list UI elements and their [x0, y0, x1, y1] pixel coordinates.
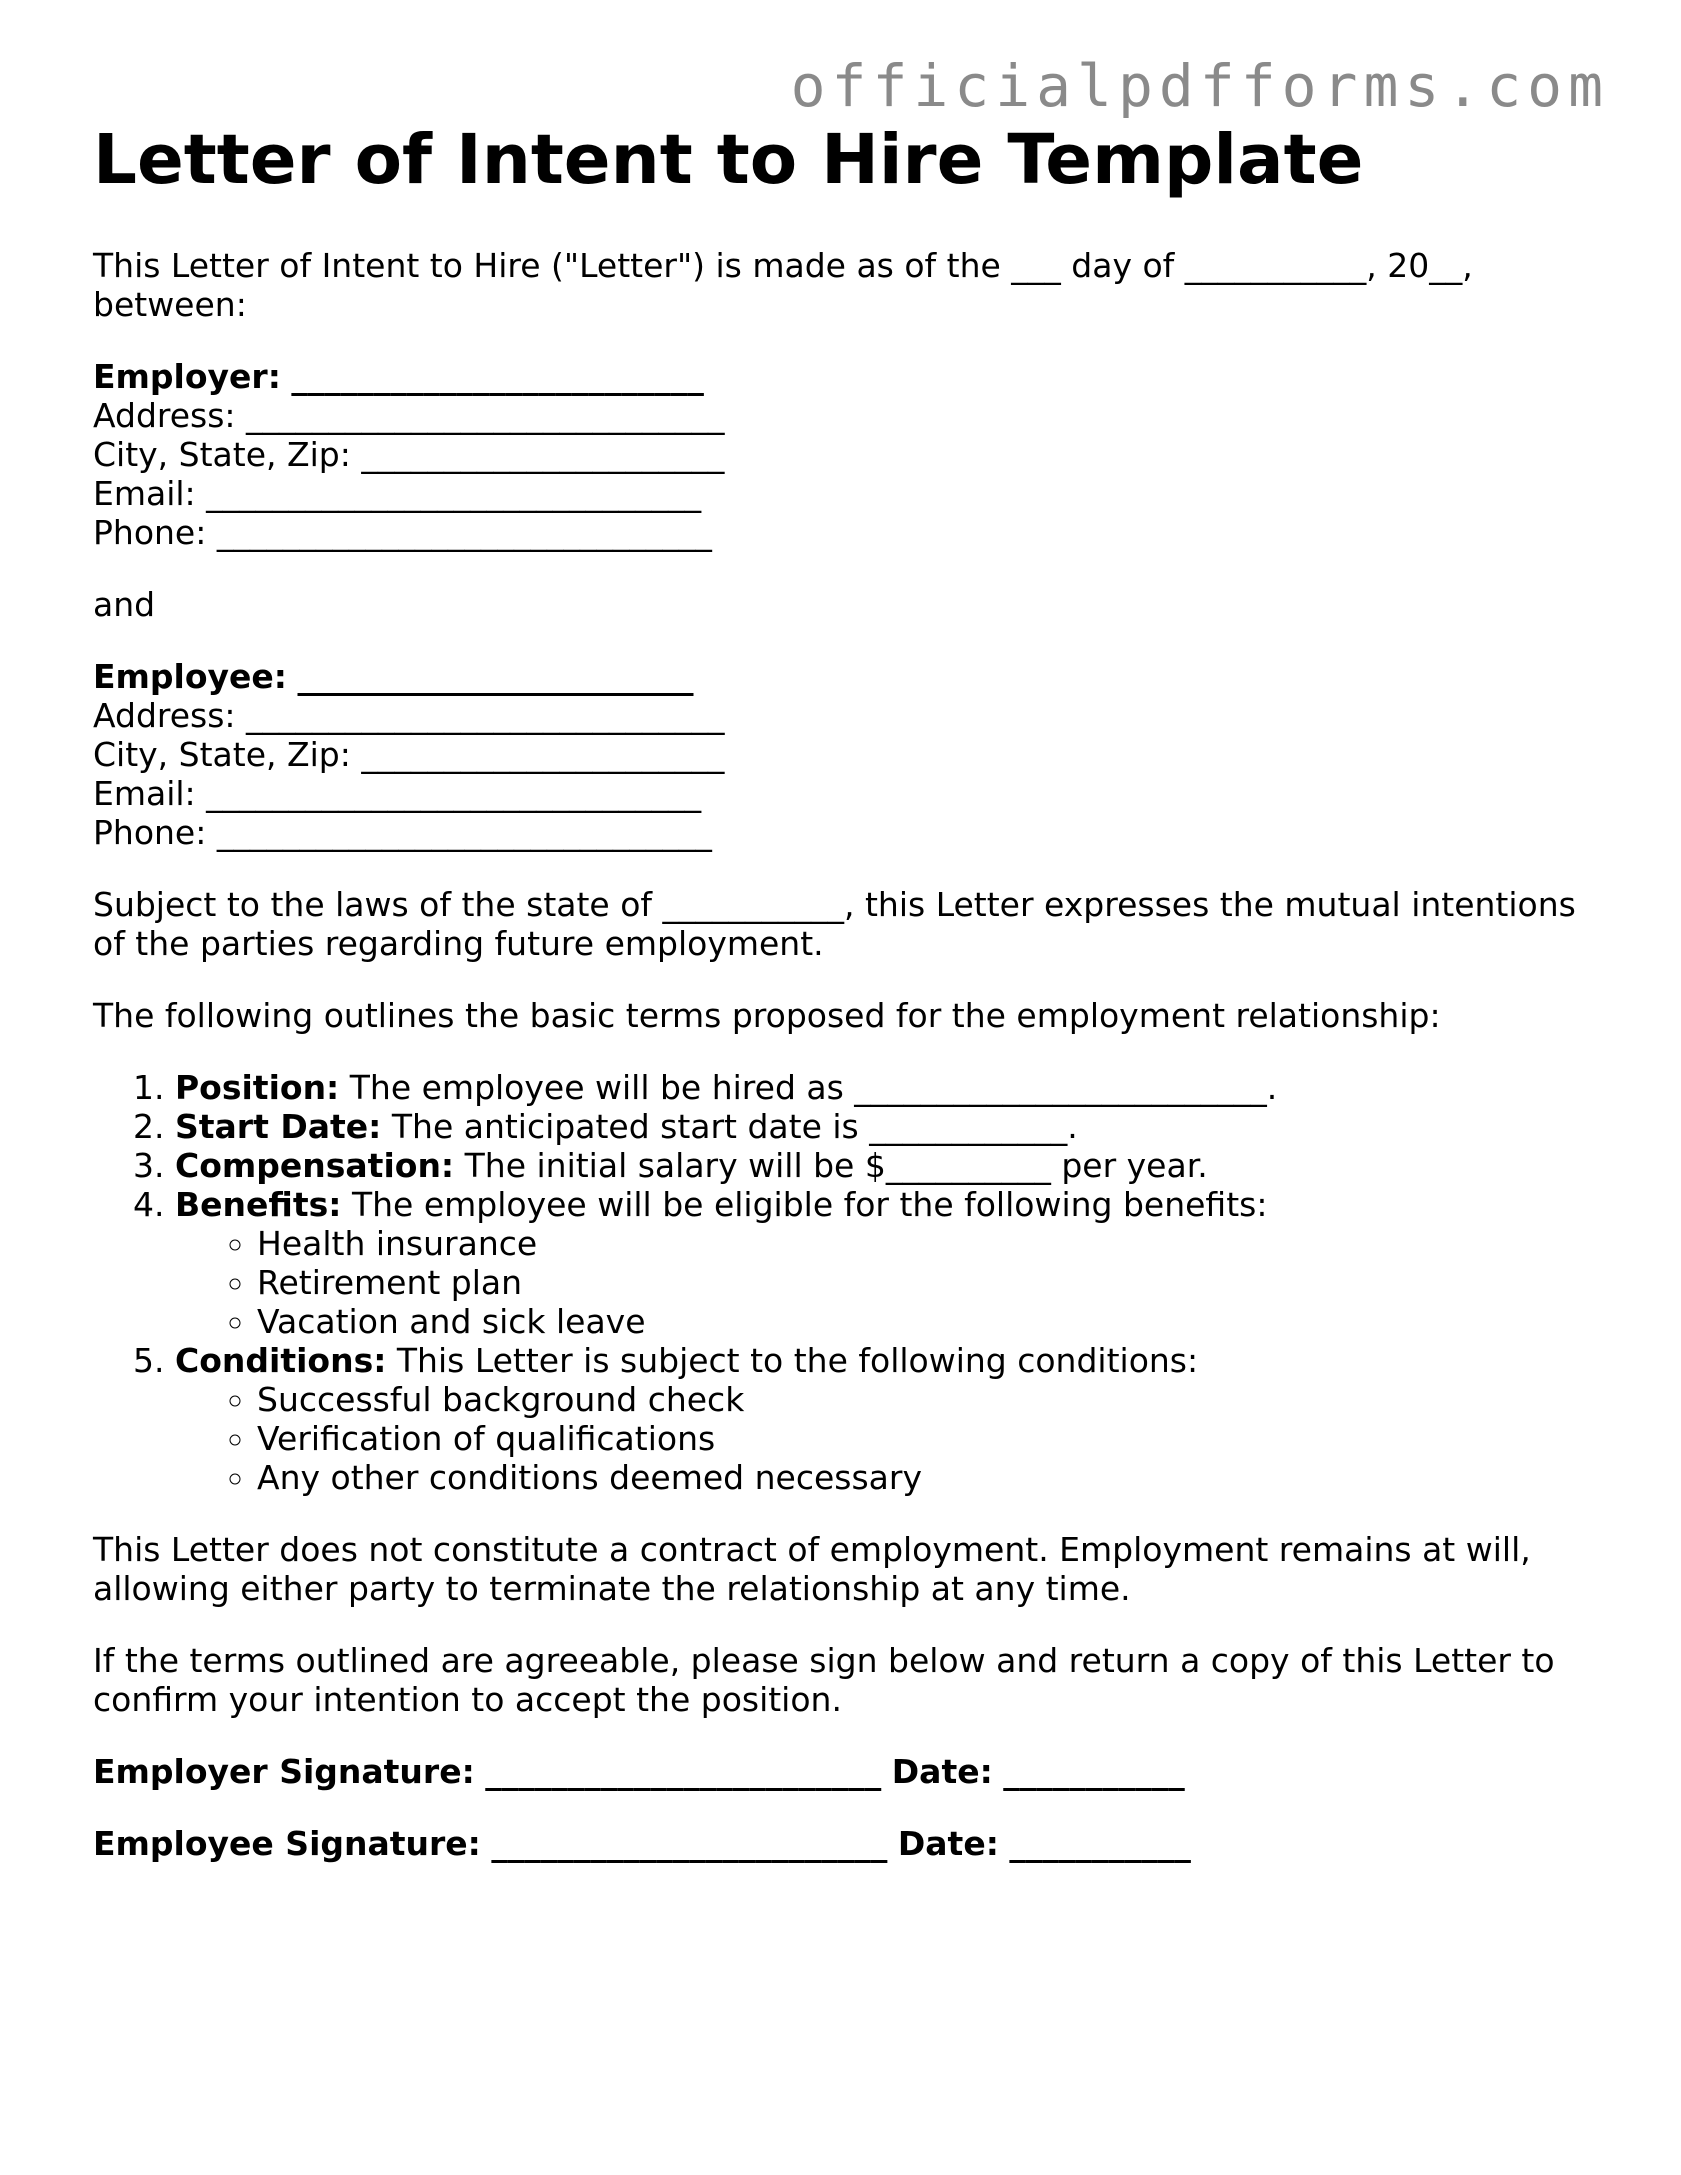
term-label: Position:	[175, 1068, 340, 1107]
employee-signature-line	[93, 1824, 1593, 1863]
employer-email-line: Email: ______________________________	[93, 474, 702, 513]
term-label: Start Date:	[175, 1107, 382, 1146]
disclaimer-paragraph: This Letter does not constitute a contract of employment. Employment remains at will, allowing either party to terminate the relationship at any time.	[93, 1530, 1531, 1608]
employer-phone-line: Phone: ______________________________	[93, 513, 712, 552]
and-text: and	[93, 585, 156, 624]
condition-item: ◦ Any other conditions deemed necessary	[257, 1458, 1593, 1497]
term-text: This Letter is subject to the following conditions:	[386, 1341, 1199, 1380]
employer-address-line: Address: _____________________________	[93, 396, 725, 435]
condition-item: ◦ Verification of qualifications	[257, 1419, 1593, 1458]
benefit-item: ◦ Vacation and sick leave	[257, 1302, 1593, 1341]
term-conditions	[175, 1341, 1593, 1497]
benefits-list	[175, 1224, 1593, 1341]
watermark-text: officialpdfforms.com	[790, 52, 1609, 120]
term-benefits	[175, 1185, 1593, 1341]
term-label: Conditions:	[175, 1341, 387, 1380]
term-text: The employee will be hired as _________________________.	[339, 1068, 1278, 1107]
employer-signature-label: Employer Signature:	[93, 1752, 475, 1791]
terms-list	[93, 1068, 1593, 1497]
return-paragraph: If the terms outlined are agreeable, please sign below and return a copy of this Letter to confirm your intention to accept the position.	[93, 1641, 1555, 1719]
condition-item: ◦ Successful background check	[257, 1380, 1593, 1419]
conditions-list	[175, 1380, 1593, 1497]
employee-date-label: Date:	[897, 1824, 999, 1863]
term-start-date	[175, 1107, 1593, 1146]
employer-block	[93, 357, 1593, 552]
employee-name-blank: ________________________	[297, 657, 694, 696]
employee-address-line: Address: _____________________________	[93, 696, 725, 735]
term-position	[175, 1068, 1593, 1107]
employee-signature-label: Employee Signature:	[93, 1824, 481, 1863]
employer-date-label: Date:	[891, 1752, 993, 1791]
employer-signature-blank: ________________________	[485, 1752, 882, 1791]
benefit-item: ◦ Health insurance	[257, 1224, 1593, 1263]
term-text: The employee will be eligible for the following benefits:	[341, 1185, 1268, 1224]
employee-name-line	[93, 657, 1593, 696]
employee-signature-blank: ________________________	[491, 1824, 888, 1863]
term-text: The anticipated start date is ____________.	[381, 1107, 1078, 1146]
employer-city-line: City, State, Zip: ______________________	[93, 435, 725, 474]
term-label: Benefits:	[175, 1185, 342, 1224]
employer-date-blank: ___________	[1003, 1752, 1185, 1791]
intro-paragraph: This Letter of Intent to Hire ("Letter") is made as of the ___ day of ___________, 20__, between:	[93, 246, 1473, 324]
employee-email-line: Email: ______________________________	[93, 774, 702, 813]
employer-name-blank: _________________________	[291, 357, 704, 396]
benefit-item: ◦ Retirement plan	[257, 1263, 1593, 1302]
employer-label: Employer:	[93, 357, 281, 396]
employee-phone-line: Phone: ______________________________	[93, 813, 712, 852]
term-label: Compensation:	[175, 1146, 455, 1185]
document-page	[93, 118, 1593, 1896]
term-text: The initial salary will be $__________ per year.	[454, 1146, 1208, 1185]
page-title: Letter of Intent to Hire Template	[93, 120, 1364, 200]
employer-name-line	[93, 357, 1593, 396]
employee-label: Employee:	[93, 657, 288, 696]
outline-paragraph: The following outlines the basic terms proposed for the employment relationship:	[93, 996, 1441, 1035]
term-compensation	[175, 1146, 1593, 1185]
governing-law-paragraph: Subject to the laws of the state of ___________, this Letter expresses the mutual intentions of the parties regarding future employment.	[93, 885, 1576, 963]
employee-block	[93, 657, 1593, 852]
employee-city-line: City, State, Zip: ______________________	[93, 735, 725, 774]
employee-date-blank: ___________	[1009, 1824, 1191, 1863]
employer-signature-line	[93, 1752, 1593, 1791]
